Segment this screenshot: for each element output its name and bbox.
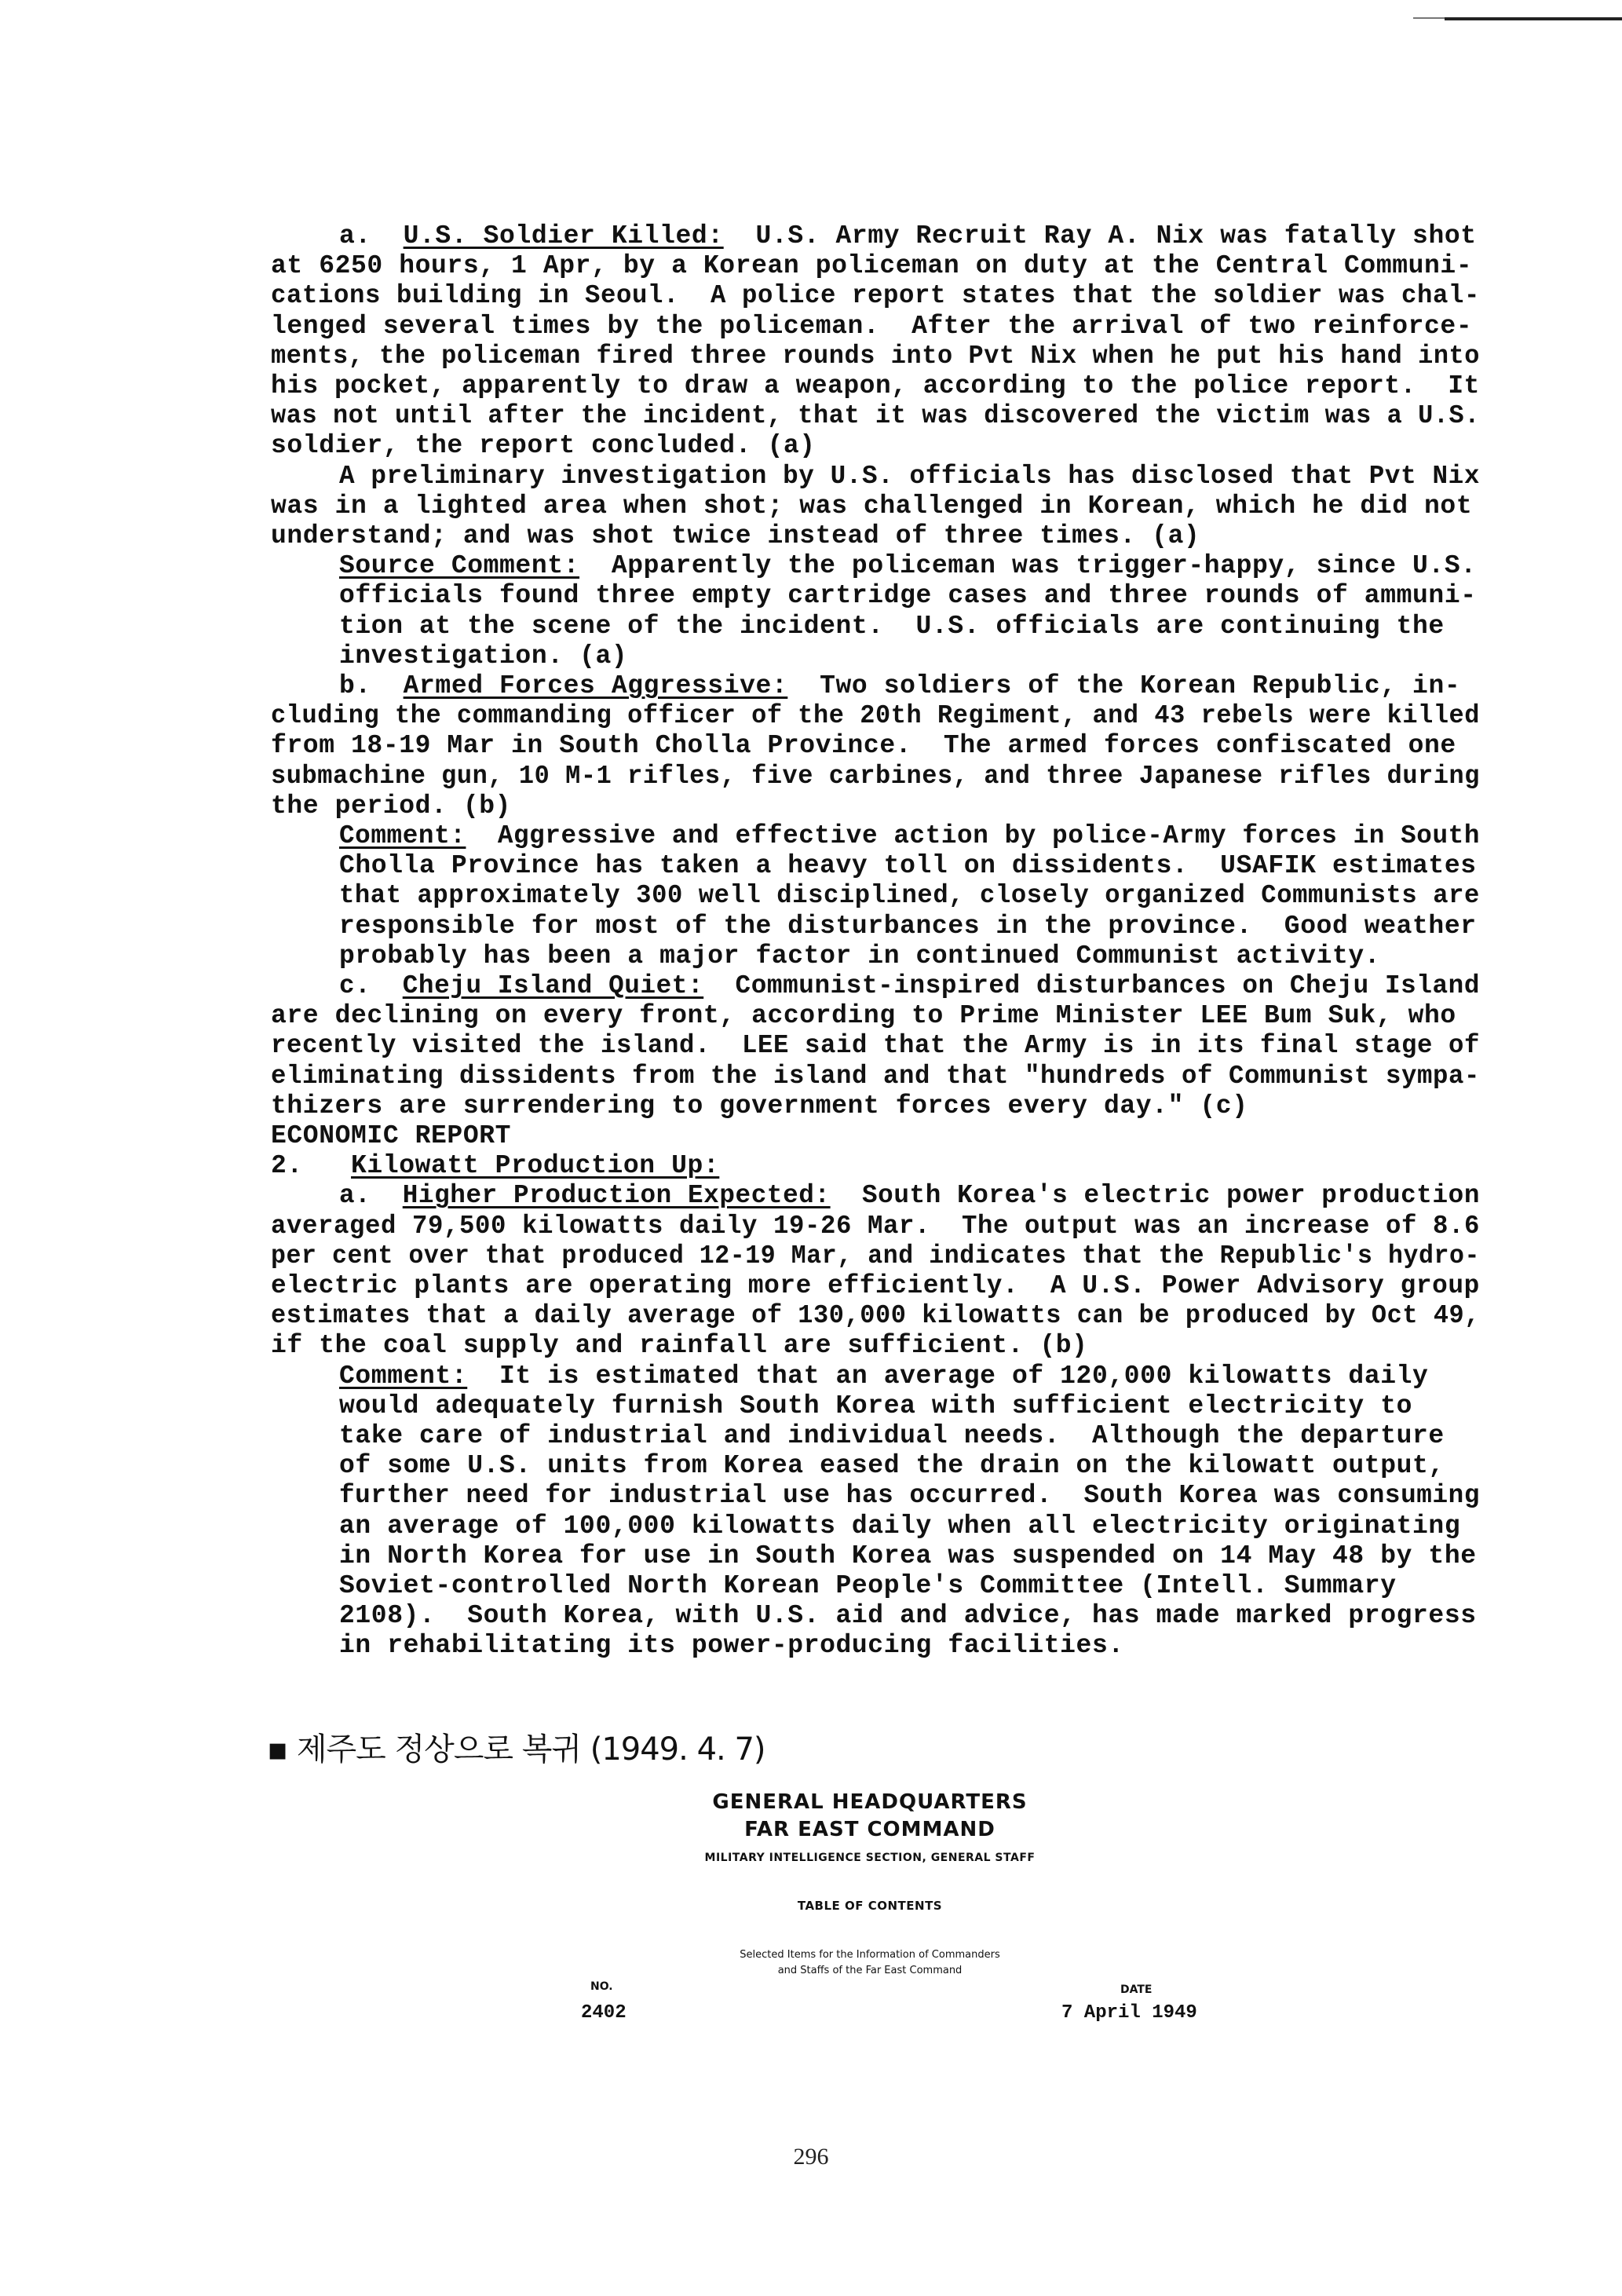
line-text: a. [339, 1181, 403, 1211]
line-text: Two soldiers of the Korean Republic, in- [787, 671, 1461, 700]
line-text: c. [339, 971, 403, 1000]
report-line [271, 731, 1456, 761]
report-line [271, 1121, 511, 1151]
report-line [339, 1391, 1412, 1421]
report-line [271, 281, 1480, 311]
report-line [271, 1062, 1480, 1091]
number-label: NO. [590, 1980, 613, 1993]
selected-items-line1: Selected Items for the Information of Commanders [740, 1949, 1000, 1961]
korean-caption [267, 1724, 765, 1769]
line-text: averaged 79,500 kilowatts daily 19-26 Mar. The output was an increase of 8.6 [271, 1211, 1480, 1241]
report-line [271, 1091, 1248, 1121]
line-text: A preliminary investigation by U.S. officials has disclosed that Pvt Nix [339, 461, 1481, 491]
report-line [271, 1271, 1480, 1301]
report-line [339, 1362, 1428, 1391]
line-text: 2. [271, 1151, 352, 1181]
line-text: ments, the policeman fired three rounds into Pvt Nix when he put his hand into [271, 341, 1481, 371]
report-line [339, 971, 1480, 1001]
report-line [339, 1541, 1477, 1571]
header-org-line2: FAR EAST COMMAND [744, 1818, 995, 1841]
report-line [271, 701, 1480, 731]
line-text: eliminating dissidents from the island and that "hundreds of Communist sympa- [271, 1061, 1480, 1091]
report-line [339, 1421, 1445, 1451]
underlined-heading: Kilowatt Production Up: [351, 1151, 720, 1181]
line-text: further need for industrial use has occurred. South Korea was consuming [339, 1481, 1481, 1511]
line-text: Communist-inspired disturbances on Cheju Island [703, 971, 1481, 1000]
line-text: are declining on every front, according to Prime Minister LEE Bum Suk, who [271, 1001, 1456, 1031]
report-line [271, 371, 1480, 401]
report-line [339, 671, 1460, 701]
table-of-contents-title: TABLE OF CONTENTS [797, 1899, 943, 1913]
line-text: at 6250 hours, 1 Apr, by a Korean policeman on duty at the Central Communi- [271, 251, 1473, 281]
line-text: his pocket, apparently to draw a weapon, according to the police report. It [271, 371, 1480, 400]
line-text: ECONOMIC REPORT [271, 1121, 512, 1150]
underlined-heading: Comment: [339, 821, 466, 850]
line-text: 2108). South Korea, with U.S. aid and advice, has made marked progress [339, 1601, 1477, 1631]
line-text: investigation. (a) [339, 641, 628, 671]
scan-edge-artifact [1445, 17, 1622, 20]
line-text: electric plants are operating more efficiently. A U.S. Power Advisory group [271, 1271, 1480, 1300]
report-line [339, 221, 1477, 251]
underlined-heading: Armed Forces Aggressive: [403, 671, 788, 700]
report-line [339, 1571, 1397, 1601]
report-line [271, 1212, 1480, 1241]
line-text: an average of 100,000 kilowatts daily when all electricity originating [339, 1511, 1461, 1541]
line-text: cluding the commanding officer of the 20th Regiment, and 43 rebels were killed [271, 701, 1481, 731]
line-text: It is estimated that an average of 120,000 kilowatts daily [467, 1361, 1429, 1391]
header-org-line1: GENERAL HEADQUARTERS [712, 1790, 1028, 1814]
report-line [339, 1451, 1445, 1481]
line-text: per cent over that produced 12-19 Mar, and indicates that the Republic's hydro- [271, 1241, 1480, 1270]
line-text: South Korea's electric power production [830, 1181, 1481, 1211]
line-text: cations building in Seoul. A police report states that the soldier was chal- [271, 281, 1480, 311]
report-line [271, 1241, 1480, 1271]
bullet-icon: ▪ [267, 1731, 288, 1768]
header-section: MILITARY INTELLIGENCE SECTION, GENERAL STAFF [704, 1852, 1036, 1864]
line-text: Soviet-controlled North Korean People's Committee (Intell. Summary [339, 1571, 1397, 1600]
report-line [271, 401, 1480, 431]
report-line [339, 821, 1480, 851]
report-line [339, 612, 1445, 642]
line-text: take care of industrial and individual needs. Although the departure [339, 1421, 1445, 1450]
scan-edge-artifact [1413, 17, 1445, 19]
line-text: was in a lighted area when shot; was challenged in Korean, which he did not [271, 491, 1473, 521]
line-text: Aggressive and effective action by police-Army forces in South [466, 821, 1481, 850]
report-line [339, 912, 1477, 941]
line-text: of some U.S. units from Korea eased the drain on the kilowatt output, [339, 1451, 1445, 1481]
report-line [339, 1601, 1477, 1631]
underlined-heading: Higher Production Expected: [402, 1181, 831, 1211]
report-line [271, 521, 1200, 551]
report-line [339, 1631, 1124, 1661]
line-text: was not until after the incident, that it was discovered the victim was a U.S. [271, 401, 1481, 431]
line-text: submachine gun, 10 M-1 rifles, five carbines, and three Japanese rifles during [271, 761, 1481, 791]
report-line [339, 581, 1477, 611]
report-line [271, 762, 1480, 792]
page-number: 296 [793, 2144, 829, 2170]
report-line [339, 941, 1380, 971]
report-line [271, 342, 1480, 371]
line-text: responsible for most of the disturbances in the province. Good weather [339, 911, 1477, 941]
line-text: probably has been a major factor in continued Communist activity. [339, 941, 1381, 971]
line-text: U.S. Army Recruit Ray A. Nix was fatally shot [723, 221, 1477, 250]
line-text: in rehabilitating its power-producing facilities. [339, 1631, 1124, 1661]
underlined-heading: Cheju Island Quiet: [402, 971, 704, 1000]
line-text: the period. (b) [271, 791, 512, 821]
line-text: recently visited the island. LEE said that the Army is in its final stage of [271, 1031, 1480, 1061]
line-text: that approximately 300 well disciplined, closely organized Communists are [339, 881, 1480, 911]
report-line [339, 851, 1477, 881]
report-line [271, 1001, 1456, 1031]
underlined-heading: Comment: [339, 1361, 468, 1391]
line-text: lenged several times by the policeman. After the arrival of two reinforce- [271, 311, 1473, 341]
line-text: if the coal supply and rainfall are sufficient. (b) [271, 1331, 1088, 1361]
report-line [271, 312, 1472, 342]
underlined-heading: U.S. Soldier Killed: [403, 221, 724, 250]
date-label: DATE [1120, 1983, 1153, 1996]
line-text: estimates that a daily average of 130,000 kilowatts can be produced by Oct 49, [271, 1301, 1481, 1331]
report-line [271, 431, 816, 461]
report-line [339, 1181, 1480, 1211]
report-line [271, 792, 511, 821]
line-text: understand; and was shot twice instead of three times. (a) [271, 521, 1200, 550]
line-text: officials found three empty cartridge cases and three rounds of ammuni- [339, 581, 1477, 611]
underlined-heading: Source Comment: [339, 551, 580, 581]
report-line [339, 462, 1480, 492]
report-line [339, 881, 1480, 911]
line-text: would adequately furnish South Korea with sufficient electricity to [339, 1391, 1413, 1420]
report-line [271, 1031, 1480, 1061]
line-text: soldier, the report concluded. (a) [271, 431, 816, 461]
line-text: in North Korea for use in South Korea was suspended on 14 May 48 by the [339, 1541, 1477, 1570]
number-value: 2402 [581, 2002, 627, 2024]
report-line [271, 1151, 719, 1181]
report-line [339, 551, 1477, 581]
line-text: tion at the scene of the incident. U.S. officials are continuing the [339, 611, 1445, 641]
line-text: Cholla Province has taken a heavy toll on dissidents. USAFIK estimates [339, 851, 1477, 881]
line-text: b. [339, 671, 404, 700]
line-text: from 18-19 Mar in South Cholla Province. The armed forces confiscated one [271, 731, 1456, 761]
line-text: a. [339, 221, 404, 250]
report-line [339, 642, 627, 671]
date-value: 7 April 1949 [1061, 2002, 1197, 2024]
report-line [271, 1301, 1480, 1331]
report-line [339, 1512, 1460, 1541]
caption-text: 제주도 정상으로 복귀 (1949. 4. 7) [296, 1731, 765, 1768]
report-line [271, 1331, 1088, 1361]
report-line [271, 251, 1472, 281]
selected-items-line2: and Staffs of the Far East Command [777, 1965, 963, 1976]
report-line [271, 492, 1472, 521]
line-text: thizers are surrendering to government forces every day." (c) [271, 1091, 1248, 1121]
line-text: Apparently the policeman was trigger-happy, since U.S. [579, 551, 1477, 581]
report-line [339, 1481, 1480, 1511]
